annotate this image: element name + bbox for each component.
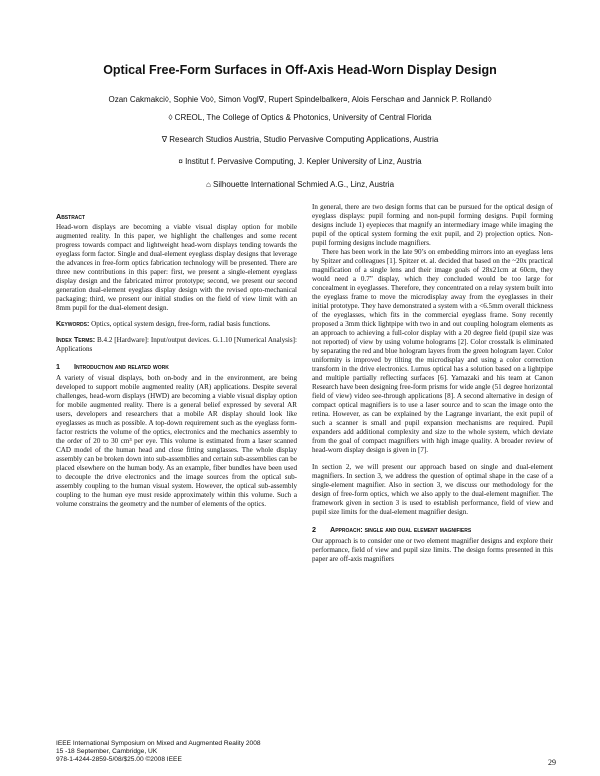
left-column (56, 212, 297, 509)
author-list: Ozan Cakmakci◊, Sophie Vo◊, Simon Vogl∇, Rupert Spindelbalker¤, Alois Ferscha¤ and Jannick P. Rolland◊ (108, 95, 492, 104)
section-1-title: Introduction and related work (74, 362, 169, 371)
index-terms-text: B.4.2 [Hardware]: Input/output devices. G.1.10 [Numerical Analysis]: Applications (56, 336, 297, 353)
affiliation-1: ◊ CREOL, The College of Optics & Photonics, University of Central Florida (168, 113, 432, 122)
design-forms-paragraph: In general, there are two design forms that can be pursued for the optical design of eyeglass displays: pupil forming and non-pupil forming designs. Pupil forming designs include 1) eyepieces that magnify an intermediary image while imaging the pupil of the optical system forming the exit pupil, and 2) projection optics. Non-pupil forming designs include magnifiers. (312, 203, 553, 247)
paper-title: Optical Free-Form Surfaces in Off-Axis Head-Worn Display Design (103, 63, 497, 77)
affiliation-3: ¤ Institut f. Pervasive Computing, J. Kepler University of Linz, Austria (178, 157, 422, 166)
section-2-heading (312, 525, 553, 534)
related-work-paragraph: There has been work in the late 90’s on embedding mirrors into an eyeglass lens by Spitzer and colleagues [1]. Spitzer et. al. decided that based on the ~20x practical magnification of a single lens and their image goals of 28x21cm at 60cm, they would need a 0.7” display, which they concluded would be too large for concealment in eyeglasses. Therefore, they concentrated on a relay system built into the eyeglass frame to move the microdisplay away from the eyeglasses in their initial prototype. They have demonstrated a system with a <6.5mm overall thickness of the eyeglasses, which fits in the commercial eyeglass frame. Sony recently proposed a 3mm thick lightpipe with two in and out coupling hologram elements as an approach to achieving a full-color display with a 20 degree field (pupil size was not reported) of view by using volume holograms [2]. Color crosstalk is eliminated by separating the red and blue hologram layers from the green hologram layer. Color uniformity is improved by tilting the microdisplay and using a color correction transform in the drive electronics. Lumus optical has a solution based on a lightpipe and multiple partially reflecting surfaces [6]. Yamazaki and his team at Canon Research have been designing free-form prisms for wide angle (51 degree horizontal field of view) video see-through applications [8]. A second alternative in design of compact optical magnifiers is to use a laser source and to scan the image onto the retina. However, as can be explained by the Lagrange invariant, the exit pupil of such a scanner is small and pupil expansion mechanisms are required. Pupil expanders add additional complexity and size to the whole system, which deviate from the goal of compact magnifiers with high image quality. A broader review of head-worn display design is given in [7]. (312, 248, 553, 454)
abstract-text: Head-worn displays are becoming a viable visual display option for mobile augmented reality. In this paper, we highlight the challenges and some recent progress towards compact and lightweight head-worn displays tending towards the eyeglass form factor. Single and dual-element eyeglass display designs that leverage the advances in free-form optics fabrication technology will be presented. There are three new contributions in this paper: first, we present a single-element eyeglass display design and the fabricated mirror prototype; second, we present our second generation dual-element eyeglass display design with the revised opto-mechanical packaging; third, we present our initial studies on the field of view limit with an 8mm pupil for the dual-element design. (56, 223, 297, 312)
section-2-paragraph: Our approach is to consider one or two element magnifier designs and explore their performance, field of view and pupil size limits. The design forms presented in this paper are off-axis magnifiers (312, 537, 553, 563)
footnote-line-3: 978-1-4244-2859-5/08/$25.00 ©2008 IEEE (56, 756, 182, 763)
right-column (312, 203, 553, 564)
paper-outline-paragraph: In section 2, we will present our approach based on single and dual-element magnifiers. In section 3, we address the question of optimal shape in the case of a single-element magnifier. Also in section 3, we discuss our methodology for the design of free-form optics, which we also apply to the dual-element magnifier. The framework given in section 3 is used to establish performance, field of view and pupil size limits for the dual-element magnifier design. (312, 463, 553, 516)
section-2-title: Approach: single and dual element magnifiers (330, 525, 472, 534)
section-1-paragraph: A variety of visual displays, both on-body and in the environment, are being developed to support mobile augmented reality (AR) applications. Despite several challenges, head-worn displays (HWD) are becoming a viable visual display option for mobile augmented reality. There is a general belief expressed by several AR users, developers and researchers that a mobile AR display should look like eyeglasses as much as possible. A top-down requirement such as the eyeglass form-factor restricts the volume of the optics, electronics and the mechanics assembly to the order of 20 to 30 cm³ per eye. This volume is estimated from a laser scanned CAD model of the human head and close fitting sunglasses. The whole display assembly can be broken down into sub-assemblies and certain sub-assemblies can be placed elsewhere on the human body. As an example, fiber bundles have been used to decouple the drive electronics and the image sources from the optical sub-assembly coupling to the human visual system. However, the optical sub-assembly coupling to the human eye must reside approximately within this volume. Such a volume constrains the geometry and the number of elements of the optics. (56, 374, 297, 508)
index-terms (56, 336, 297, 354)
keywords (56, 320, 297, 329)
abstract-heading: Abstract (56, 212, 86, 221)
section-1-heading (56, 362, 297, 371)
section-1-number: 1 (56, 362, 60, 371)
affiliation-2: ∇ Research Studios Austria, Studio Pervasive Computing Applications, Austria (161, 135, 439, 144)
conference-footnote (56, 740, 306, 764)
keywords-label: Keywords: (56, 320, 90, 328)
footnote-line-2: 15 -18 September, Cambridge, UK (56, 748, 158, 755)
affiliation-4: ⌂ Silhouette International Schmied A.G., Linz, Austria (205, 180, 395, 189)
footnote-line-1: IEEE International Symposium on Mixed and Augmented Reality 2008 (56, 740, 261, 747)
index-terms-label: Index Terms: (56, 336, 96, 344)
page-number: 29 (548, 758, 556, 767)
keywords-text: Optics, optical system design, free-form, radial basis functions. (91, 320, 271, 328)
section-2-number: 2 (312, 525, 316, 534)
